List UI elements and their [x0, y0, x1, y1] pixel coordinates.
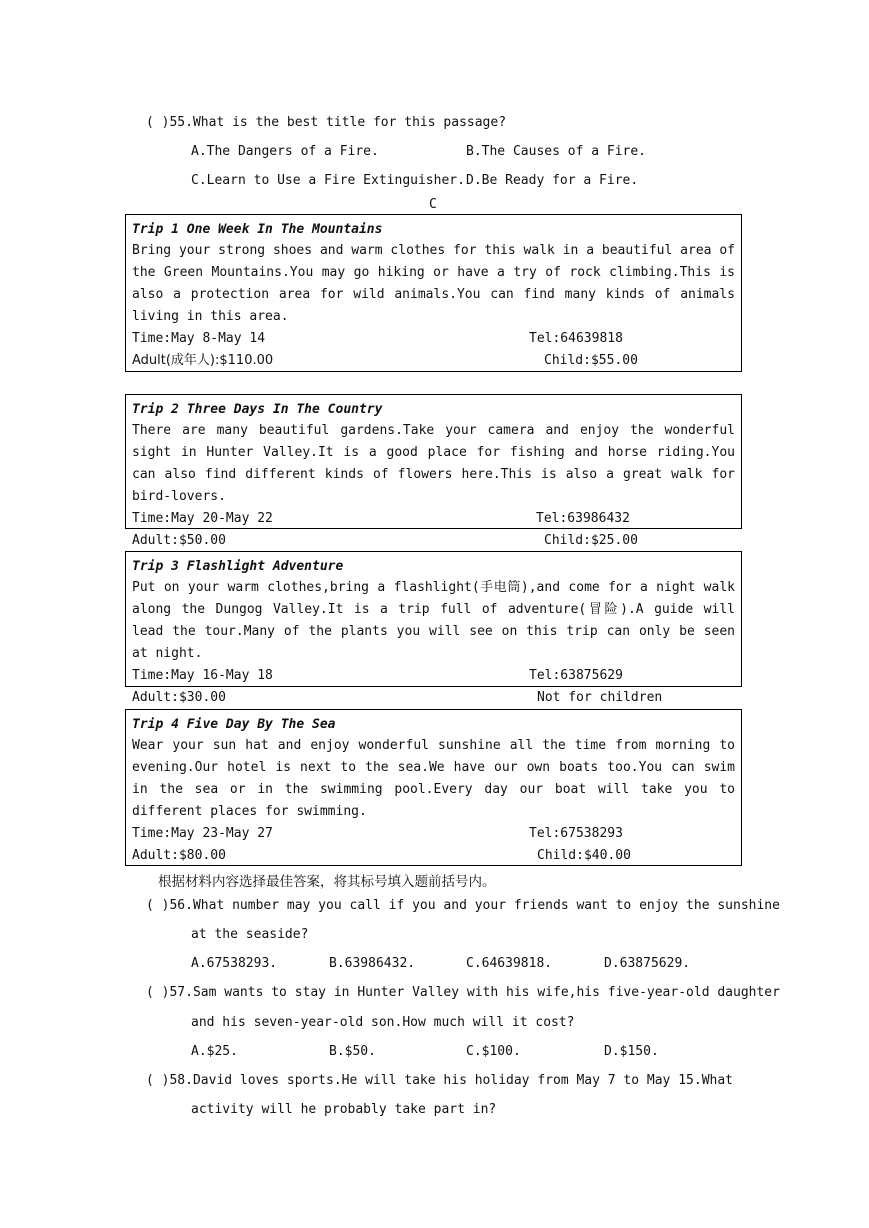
trip-3-child-note: Not for children [537, 690, 663, 705]
question-57-option-c: C.$100. [466, 1044, 521, 1059]
trip-4-adult-price: Adult:$80.00 [132, 848, 226, 863]
trip-2-adult-price: Adult:$50.00 [132, 533, 226, 548]
question-57-option-b: B.$50. [329, 1044, 376, 1059]
trip-3-box [125, 551, 742, 705]
trip-2-child-price: Child:$25.00 [544, 533, 638, 548]
question-57-stem: ( )57.Sam wants to stay in Hunter Valley with his wife,his five-year-old daughter [146, 985, 780, 1000]
trip-3-title: Trip 3 Flashlight Adventure [132, 559, 344, 574]
trip-2-tel: Tel:63986432 [536, 511, 630, 526]
trip-2-title: Trip 2 Three Days In The Country [132, 402, 383, 417]
question-58-stem-cont: activity will he probably take part in? [191, 1102, 497, 1117]
trip-1-tel: Tel:64639818 [529, 331, 623, 346]
question-56-stem: ( )56.What number may you call if you and your friends want to enjoy the sunshine [146, 898, 780, 913]
trip-1-adult-price: Adult(成年人):$110.00 [132, 353, 274, 368]
trip-4-title: Trip 4 Five Day By The Sea [132, 717, 336, 732]
trip-4-box [125, 709, 742, 866]
trip-3-adult-price: Adult:$30.00 [132, 690, 226, 705]
instruction: 根据材料内容选择最佳答案，将其标号填入题前括号内。 [158, 874, 496, 890]
question-56-option-c: C.64639818. [466, 956, 553, 971]
question-57-stem-cont: and his seven-year-old son.How much will it cost? [191, 1015, 575, 1030]
trip-4-child-price: Child:$40.00 [537, 848, 631, 863]
trip-3-body: Put on your warm clothes,bring a flashlight(手电筒),and come for a night walk along the Dungog Valley.It is a trip full of adventure(冒险).A guide will lead the tour.Many of the plants you will see on this trip can only be seen at night. [132, 580, 735, 661]
trip-1-body: Bring your strong shoes and warm clothes for this walk in a beautiful area of the Green Mountains.You may go hiking or have a try of rock climbing.This is also a protection area for wild animals.You can find many kinds of animals living in this area. [132, 243, 735, 324]
trip-2-body: There are many beautiful gardens.Take your camera and enjoy the wonderful sight in Hunter Valley.It is a good place for fishing and horse riding.You can also find different kinds of flowers here.This is also a great walk for bird-lovers. [132, 423, 735, 504]
question-56-option-d: D.63875629. [604, 956, 691, 971]
question-57-option-d: D.$150. [604, 1044, 659, 1059]
section-label: C [429, 197, 437, 212]
question-55-option-c: C.Learn to Use a Fire Extinguisher. [191, 173, 465, 188]
trip-3-time: Time:May 16-May 18 [132, 668, 273, 683]
question-57-option-a: A.$25. [191, 1044, 238, 1059]
trip-4-body: Wear your sun hat and enjoy wonderful sunshine all the time from morning to evening.Our hotel is next to the sea.We have our own boats too.You can swim in the sea or in the swimming pool.Every day our boat will take you to different places for swimming. [132, 738, 735, 819]
trip-4-tel: Tel:67538293 [529, 826, 623, 841]
trip-1-time: Time:May 8-May 14 [132, 331, 266, 346]
question-55-stem: ( )55.What is the best title for this passage? [146, 115, 507, 130]
question-55-option-a: A.The Dangers of a Fire. [191, 144, 379, 159]
trip-4-time: Time:May 23-May 27 [132, 826, 273, 841]
question-58-stem: ( )58.David loves sports.He will take his holiday from May 7 to May 15.What [146, 1073, 733, 1088]
trip-3-tel: Tel:63875629 [529, 668, 623, 683]
question-56-stem-cont: at the seaside? [191, 927, 309, 942]
trip-1-title: Trip 1 One Week In The Mountains [132, 222, 383, 237]
question-56-option-b: B.63986432. [329, 956, 416, 971]
trip-1-child-price: Child:$55.00 [544, 353, 638, 368]
trip-2-time: Time:May 20-May 22 [132, 511, 273, 526]
question-55-option-b: B.The Causes of a Fire. [466, 144, 647, 159]
question-55-option-d: D.Be Ready for a Fire. [466, 173, 639, 188]
trip-1-box [125, 214, 742, 372]
trip-2-box [125, 394, 742, 548]
question-56-option-a: A.67538293. [191, 956, 278, 971]
